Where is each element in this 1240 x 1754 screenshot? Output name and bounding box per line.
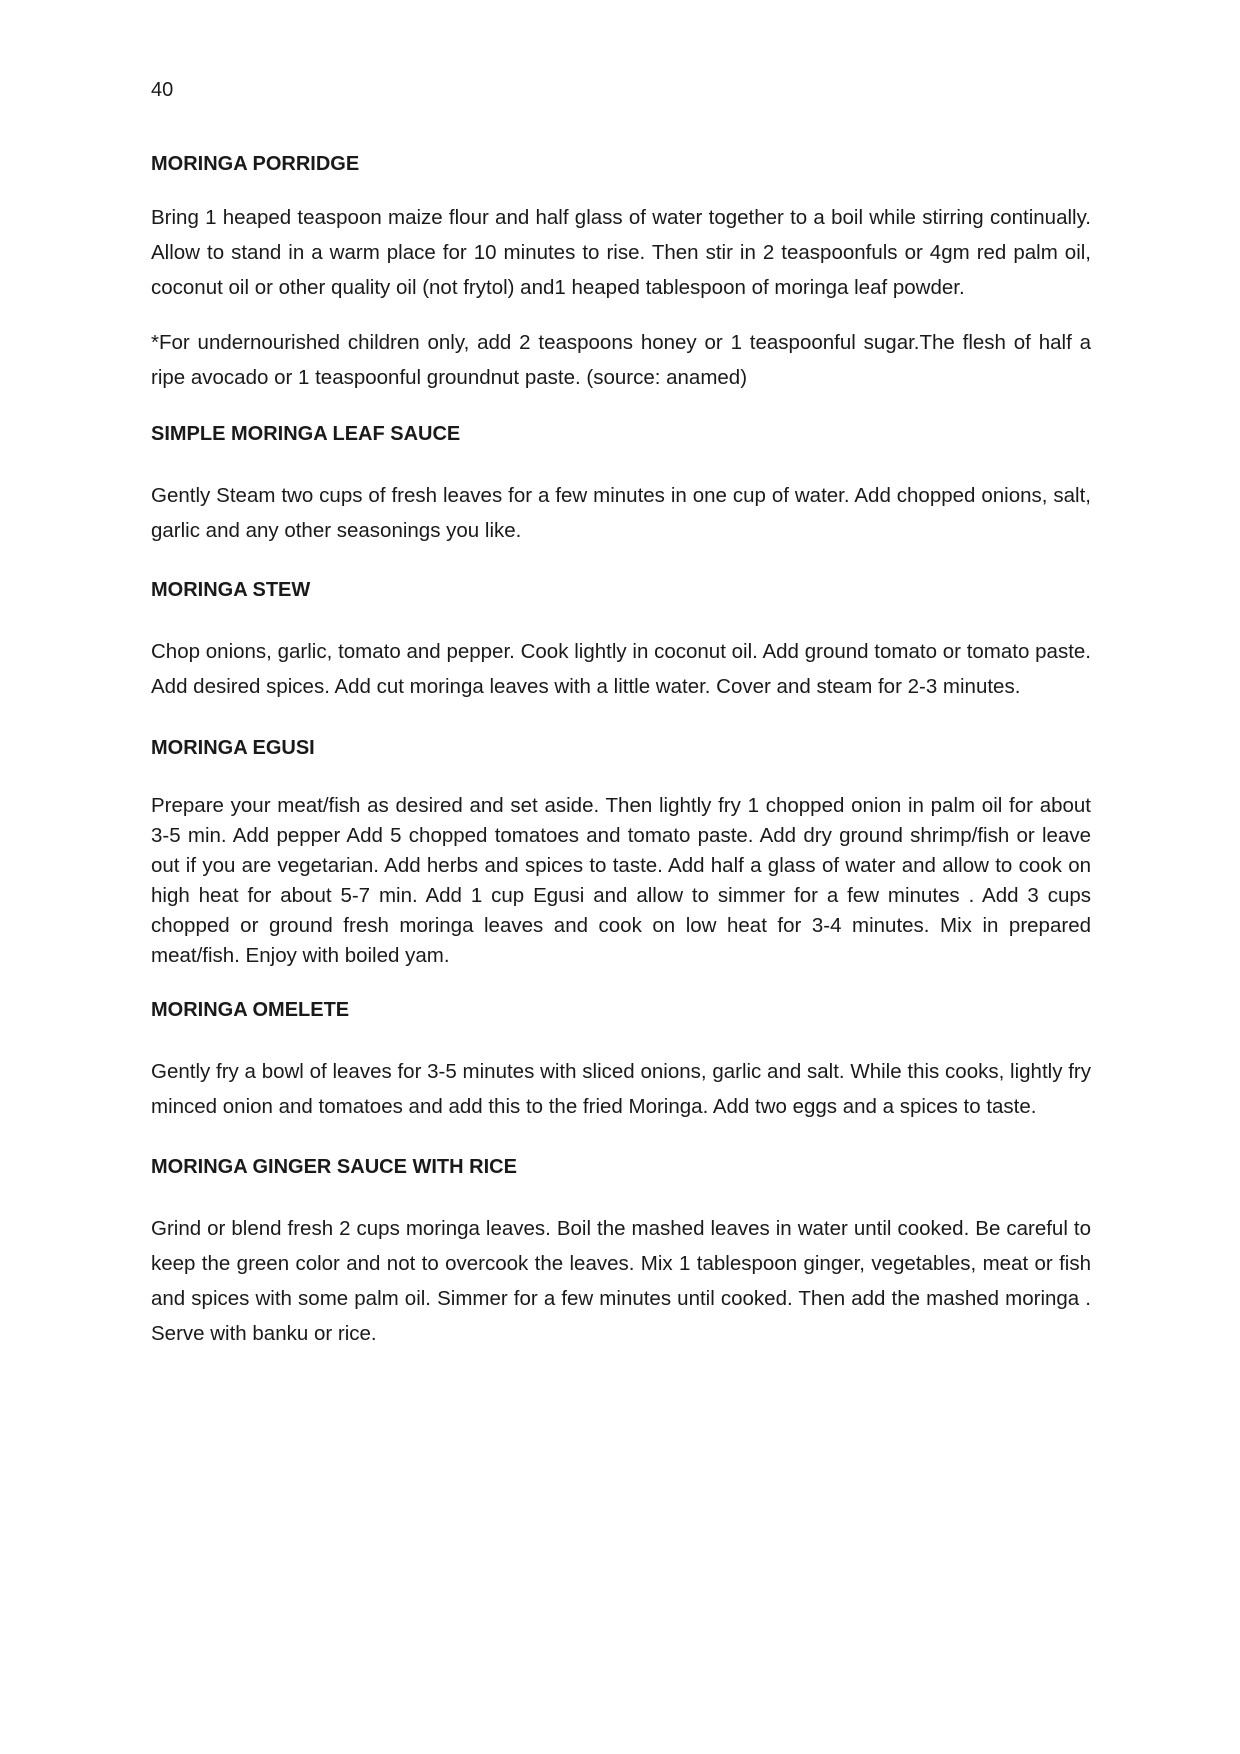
recipe-title-moringa-omelete: MORINGA OMELETE xyxy=(151,999,350,1021)
page-number: 40 xyxy=(151,79,174,101)
recipe-title-moringa-stew: MORINGA STEW xyxy=(151,579,311,601)
recipe-body-moringa-omelete: Gently fry a bowl of leaves for 3-5 minutes with sliced onions, garlic and salt. While this cooks, lightly fry minced onion and tomatoes and add this to the fried Moringa. Add two eggs and a spices to taste. xyxy=(151,1060,1091,1118)
recipe-body-moringa-egusi: Prepare your meat/fish as desired and set aside. Then lightly fry 1 chopped onion in palm oil for about 3-5 min. Add pepper Add 5 chopped tomatoes and tomato paste. Add dry ground shrimp/fish or leave out if you are vegetarian. Add herbs and spices to taste. Add half a glass of water and allow to cook on high heat for about 5-7 min. Add 1 cup Egusi and allow to simmer for a few minutes . Add 3 cups chopped or ground fresh moringa leaves and cook on low heat for 3-4 minutes. Mix in prepared meat/fish. Enjoy with boiled yam. xyxy=(151,794,1091,967)
recipe-body-simple-moringa-leaf-sauce: Gently Steam two cups of fresh leaves for a few minutes in one cup of water. Add chopped onions, salt, garlic and any other seasonings you like. xyxy=(151,484,1091,542)
recipe-body-moringa-porridge: Bring 1 heaped teaspoon maize flour and half glass of water together to a boil while stirring continually. Allow to stand in a warm place for 10 minutes to rise. Then stir in 2 teaspoonfuls or 4gm red palm oil, coconut oil or other quality oil (not frytol) and1 heaped tablespoon of moringa leaf powder. xyxy=(151,206,1091,299)
recipe-body-moringa-ginger-sauce-with-rice: Grind or blend fresh 2 cups moringa leaves. Boil the mashed leaves in water until cooked. Be careful to keep the green color and not to overcook the leaves. Mix 1 tablespoon ginger, vegetables, meat or fish and spices with some palm oil. Simmer for a few minutes until cooked. Then add the mashed moringa . Serve with banku or rice. xyxy=(151,1217,1091,1345)
recipe-title-simple-moringa-leaf-sauce: SIMPLE MORINGA LEAF SAUCE xyxy=(151,423,461,445)
recipe-title-moringa-egusi: MORINGA EGUSI xyxy=(151,737,315,759)
recipe-body-moringa-stew: Chop onions, garlic, tomato and pepper. Cook lightly in coconut oil. Add ground tomato or tomato paste. Add desired spices. Add cut moringa leaves with a little water. Cover and steam for 2-3 minutes. xyxy=(151,640,1091,698)
recipe-title-moringa-ginger-sauce-with-rice: MORINGA GINGER SAUCE WITH RICE xyxy=(151,1156,517,1178)
recipe-content xyxy=(151,150,1091,1351)
recipe-title-moringa-porridge: MORINGA PORRIDGE xyxy=(151,153,360,175)
recipe-note-moringa-porridge: *For undernourished children only, add 2 teaspoons honey or 1 teaspoonful sugar.The flesh of half a ripe avocado or 1 teaspoonful groundnut paste. (source: anamed) xyxy=(151,331,1091,389)
